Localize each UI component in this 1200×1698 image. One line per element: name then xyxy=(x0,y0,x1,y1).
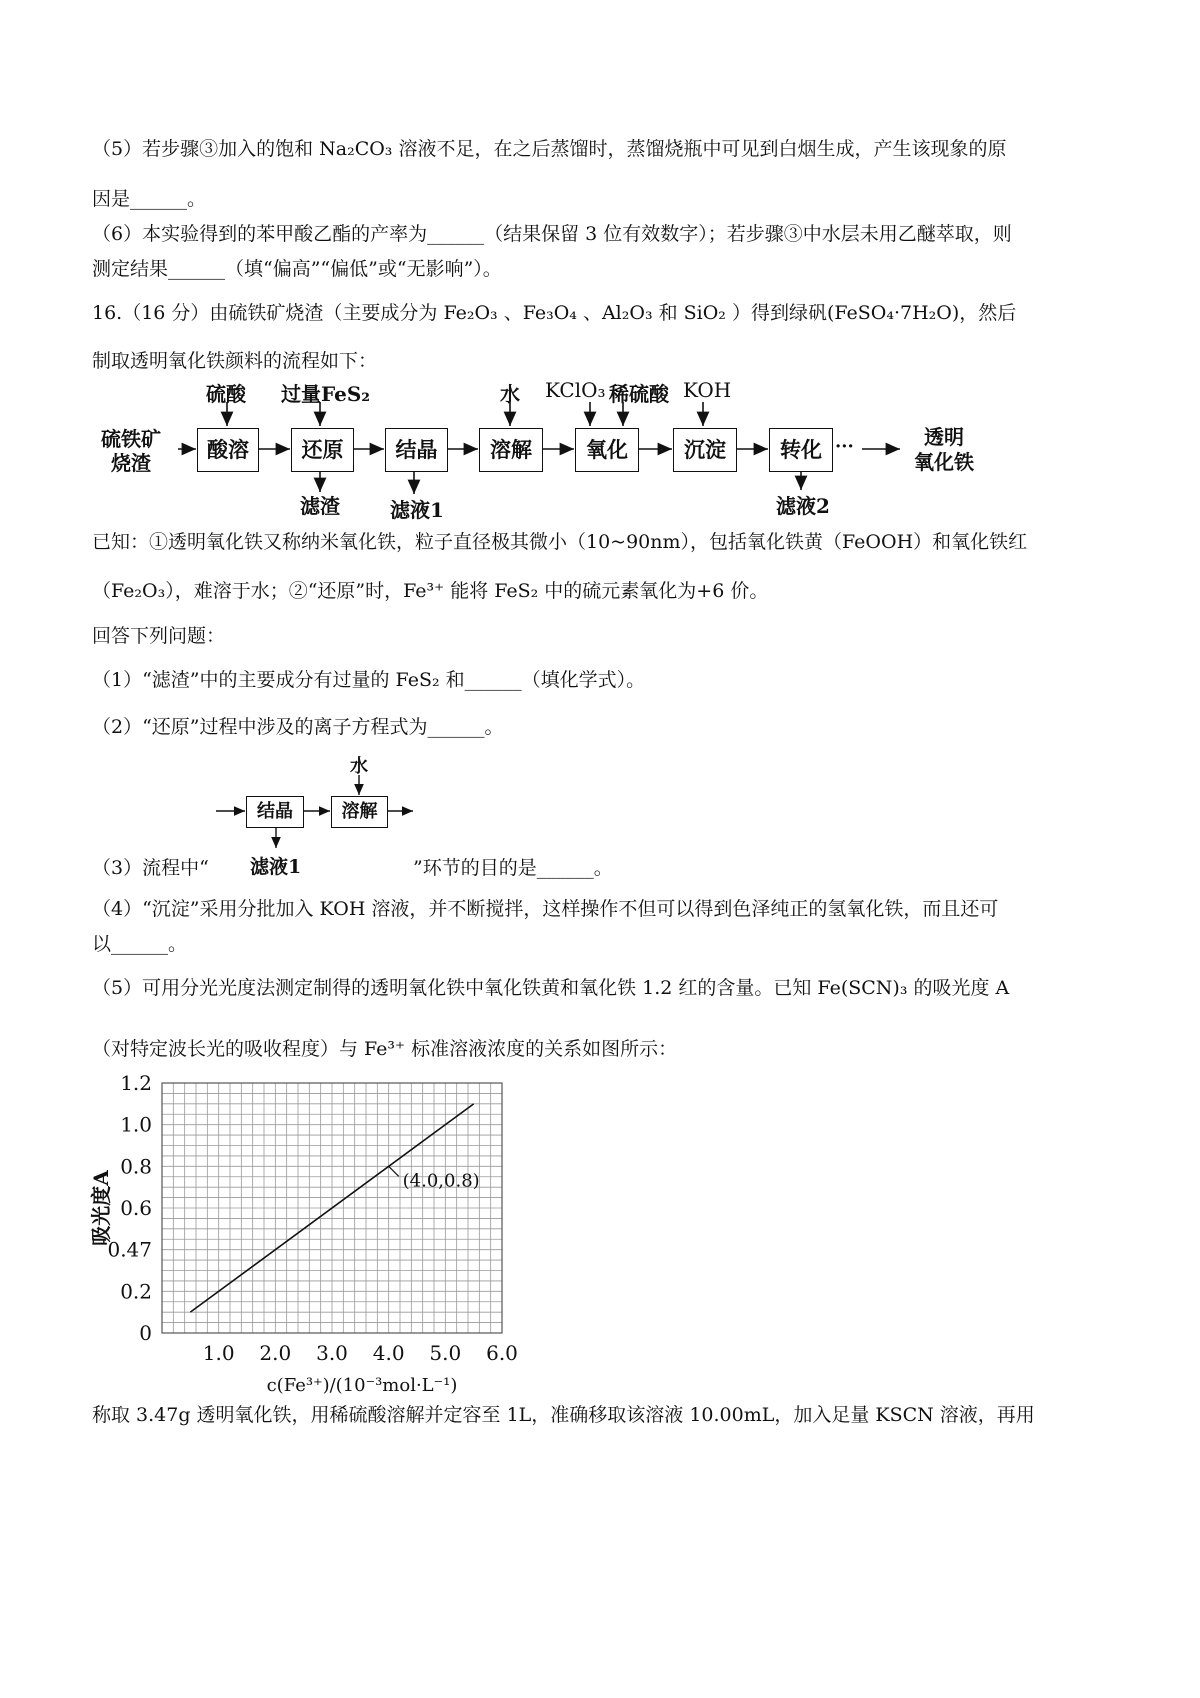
x-tick-label: 2.0 xyxy=(259,1341,292,1365)
chart-axes xyxy=(162,1083,502,1333)
mini-output-filtrate-1: 滤液1 xyxy=(250,856,302,878)
output-filter-residue: 滤渣 xyxy=(300,494,340,518)
end-product-line-2: 氧化铁 xyxy=(914,450,974,474)
y-tick-label: 0 xyxy=(139,1321,152,1345)
box-crystallize: 结晶 xyxy=(385,428,448,472)
input-excess-fes2: 过量FeS₂ xyxy=(281,382,371,406)
input-dilute-h2so4: 稀硫酸 xyxy=(609,382,669,406)
mini-input-water: 水 xyxy=(350,756,368,777)
q16-line-2: 制取透明氧化铁颜料的流程如下： xyxy=(92,350,378,372)
y-tick-label: 1.0 xyxy=(120,1112,152,1137)
output-filtrate-2: 滤液2 xyxy=(776,494,830,518)
box-convert: 转化 xyxy=(769,428,833,472)
sub-question-1: （1）“滤渣”中的主要成分有过量的 FeS₂ 和______（填化学式）。 xyxy=(92,669,646,691)
q6-line-1: （6）本实验得到的苯甲酸乙酯的产率为______（结果保留 3 位有效数字）；若步骤③中水层未用乙醚萃取，则 xyxy=(92,223,1012,245)
mini-box-crystallize: 结晶 xyxy=(246,796,304,828)
sub-question-3-prefix: （3）流程中“ xyxy=(92,857,209,879)
sub-question-2: （2）“还原”过程中涉及的离子方程式为______。 xyxy=(92,716,504,738)
annotation-leader xyxy=(389,1166,399,1176)
y-tick-label: 0.2 xyxy=(120,1279,152,1304)
end-product-line-1: 透明 xyxy=(924,425,964,449)
x-tick-label: 3.0 xyxy=(316,1341,348,1365)
known-line-1: 已知：①透明氧化铁又称纳米氧化铁，粒子直径极其微小（10~90nm），包括氧化铁黄（FeOOH）和氧化铁红 xyxy=(92,531,1028,553)
sub-question-4-line-2: 以______。 xyxy=(92,933,188,955)
x-tick-label: 6.0 xyxy=(486,1341,518,1365)
y-tick-label: 0.6 xyxy=(120,1196,152,1220)
box-oxidize: 氧化 xyxy=(575,428,639,472)
sub-question-5-line-2: （对特定波长光的吸收程度）与 Fe³⁺ 标准溶液浓度的关系如图所示： xyxy=(92,1038,678,1060)
known-line-2: （Fe₂O₃），难溶于水；②“还原”时，Fe³⁺ 能将 FeS₂ 中的硫元素氧化为+6 价。 xyxy=(92,580,769,602)
x-tick-label: 5.0 xyxy=(429,1341,462,1365)
chart-ticks xyxy=(107,1071,517,1365)
flow-ellipsis: ··· xyxy=(835,436,854,457)
y-tick-label: 1.2 xyxy=(120,1071,152,1095)
y-tick-label: 0.8 xyxy=(120,1154,152,1179)
chart-series xyxy=(190,1104,473,1312)
q16-line-1: 16.（16 分）由硫铁矿烧渣（主要成分为 Fe₂O₃ 、Fe₃O₄ 、Al₂O₃ 和 SiO₂ ）得到绿矾(FeSO₄·7H₂O)，然后 xyxy=(92,302,1017,324)
start-material-line-1: 硫铁矿 xyxy=(101,427,161,451)
box-dissolve: 溶解 xyxy=(479,428,543,472)
y-axis-label: 吸光度A xyxy=(89,1170,113,1246)
sub-question-4-line-1: （4）“沉淀”采用分批加入 KOH 溶液，并不断搅拌，这样操作不但可以得到色泽纯正的氢氧化铁，而且还可 xyxy=(92,898,999,920)
input-kclo3: KClO₃ xyxy=(545,378,606,402)
box-reduce: 还原 xyxy=(291,428,354,472)
q5-line-2: 因是______。 xyxy=(92,188,207,210)
output-filtrate-1: 滤液1 xyxy=(390,498,444,522)
q5-line-1: （5）若步骤③加入的饱和 Na₂CO₃ 溶液不足，在之后蒸馏时，蒸馏烧瓶中可见到白烟生成，产生该现象的原 xyxy=(92,138,1007,160)
x-axis-label: c(Fe³⁺)/(10⁻³mol·L⁻¹) xyxy=(266,1375,458,1396)
x-tick-label: 1.0 xyxy=(202,1341,235,1365)
mini-box-dissolve: 溶解 xyxy=(331,796,388,828)
y-tick-label: 0.47 xyxy=(107,1237,152,1262)
input-sulfuric-acid: 硫酸 xyxy=(206,382,246,406)
box-acid-dissolve: 酸溶 xyxy=(197,428,259,472)
point-annotation: (4.0,0.8) xyxy=(402,1170,480,1192)
x-tick-label: 4.0 xyxy=(372,1341,405,1365)
start-material-line-2: 烧渣 xyxy=(111,451,151,475)
chart-grid xyxy=(162,1083,502,1333)
sub-question-5-line-1: （5）可用分光光度法测定制得的透明氧化铁中氧化铁黄和氧化铁 1.2 红的含量。已知 Fe(SCN)₃ 的吸光度 A xyxy=(92,977,1010,999)
box-precipitate: 沉淀 xyxy=(673,428,737,472)
sub-question-3-suffix: ”环节的目的是______。 xyxy=(413,857,613,879)
input-koh: KOH xyxy=(683,378,732,402)
answer-intro: 回答下列问题： xyxy=(92,625,226,647)
plot-frame xyxy=(162,1083,502,1333)
input-water: 水 xyxy=(500,382,520,406)
series-line xyxy=(190,1104,473,1312)
last-line: 称取 3.47g 透明氧化铁，用稀硫酸溶解并定容至 1L，准确移取该溶液 10.00mL，加入足量 KSCN 溶液，再用 xyxy=(92,1404,1035,1426)
q6-line-2: 测定结果______（填“偏高”“偏低”或“无影响”）。 xyxy=(92,258,502,280)
